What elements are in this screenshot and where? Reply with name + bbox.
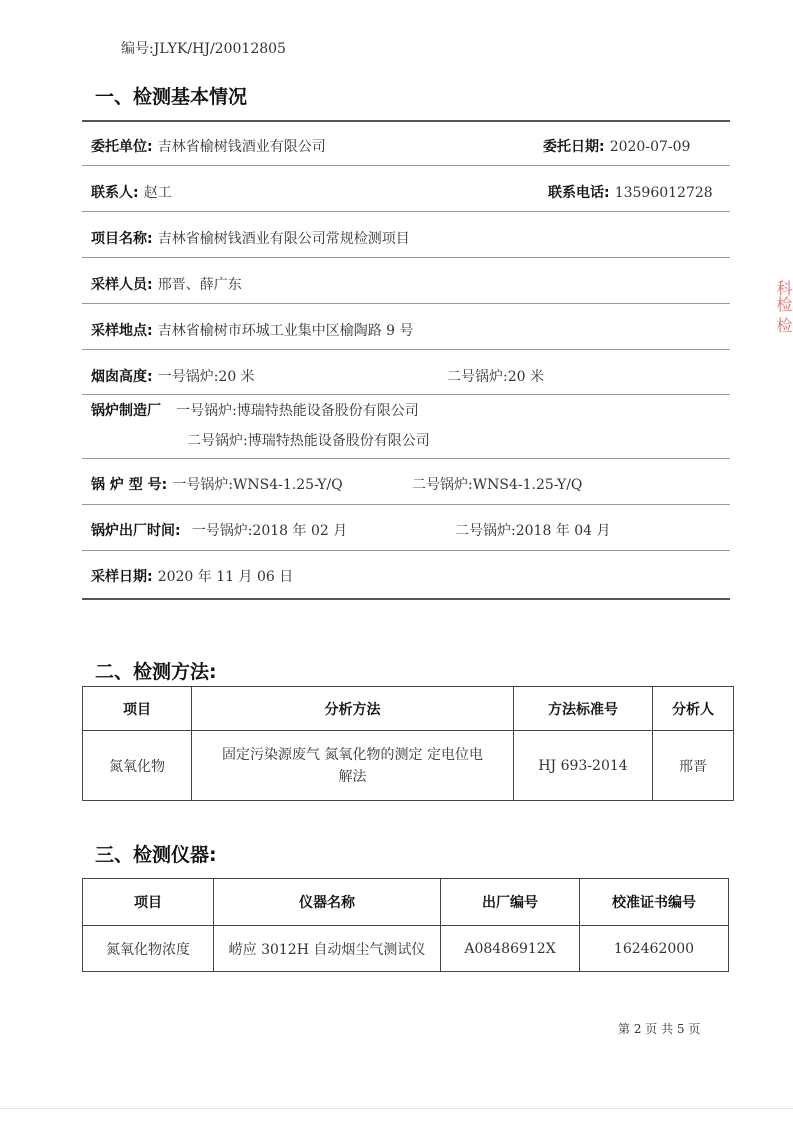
chimney-label: 烟囱高度: xyxy=(91,369,153,385)
factory-row xyxy=(91,520,347,540)
sampler-label: 采样人员: xyxy=(91,277,153,293)
divider xyxy=(82,349,730,350)
sample-date-row xyxy=(91,566,293,586)
contact-row xyxy=(91,182,172,202)
client-row xyxy=(91,136,326,156)
maker-1: 一号锅炉:博瑞特热能设备股份有限公司 xyxy=(176,403,419,419)
divider xyxy=(82,504,730,505)
page-edge-line xyxy=(0,1108,793,1109)
client-label: 委托单位: xyxy=(91,139,153,155)
divider xyxy=(82,394,730,395)
method-line-2: 解法 xyxy=(338,768,367,785)
sampler-row xyxy=(91,274,242,294)
instrument-header-serial: 出厂编号 xyxy=(441,879,580,926)
contact-label: 联系人: xyxy=(91,185,139,201)
method-description xyxy=(192,731,514,801)
section1-top-rule xyxy=(82,120,730,122)
divider xyxy=(82,550,730,551)
sample-date-value: 2020 年 11 月 06 日 xyxy=(157,569,294,585)
method-header-item: 项目 xyxy=(83,687,192,731)
client-value: 吉林省榆树钱酒业有限公司 xyxy=(157,139,326,155)
model-2: 二号锅炉:WNS4-1.25-Y/Q xyxy=(412,477,583,493)
page-footer: 第 2 页 共 5 页 xyxy=(618,1022,701,1036)
instrument-serial: A08486912X xyxy=(441,926,580,972)
maker-label: 锅炉制造厂 xyxy=(91,403,161,419)
section1-bottom-rule xyxy=(82,598,730,600)
section1-title: 一、检测基本情况 xyxy=(95,86,248,108)
chimney-2: 二号锅炉:20 米 xyxy=(447,369,544,385)
instrument-header-name: 仪器名称 xyxy=(214,879,441,926)
seal-stamp: 科检 检 xyxy=(774,280,793,334)
maker-row xyxy=(91,400,419,420)
instrument-table xyxy=(82,878,729,972)
project-row xyxy=(91,228,410,248)
divider xyxy=(82,458,730,459)
phone-value: 13596012728 xyxy=(614,185,713,201)
divider xyxy=(82,165,730,166)
location-value: 吉林省榆树市环城工业集中区榆陶路 9 号 xyxy=(157,323,414,339)
method-item: 氮氧化物 xyxy=(83,731,192,801)
method-header-standard: 方法标准号 xyxy=(514,687,653,731)
maker-2: 二号锅炉:博瑞特热能设备股份有限公司 xyxy=(187,433,430,449)
model-row xyxy=(91,474,343,494)
phone-label: 联系电话: xyxy=(548,185,610,201)
method-analyst: 邢晋 xyxy=(653,731,734,801)
date-value: 2020-07-09 xyxy=(609,139,691,155)
instrument-certificate: 162462000 xyxy=(580,926,729,972)
divider xyxy=(82,303,730,304)
section3-title: 三、检测仪器: xyxy=(95,844,217,866)
location-row xyxy=(91,320,414,340)
chimney-row xyxy=(91,366,255,386)
instrument-item: 氮氧化物浓度 xyxy=(83,926,214,972)
method-table xyxy=(82,686,734,801)
model-1: 一号锅炉:WNS4-1.25-Y/Q xyxy=(172,477,343,493)
method-header-method: 分析方法 xyxy=(192,687,514,731)
date-label: 委托日期: xyxy=(543,139,605,155)
factory-label: 锅炉出厂时间: xyxy=(91,523,181,539)
divider xyxy=(82,257,730,258)
method-line-1: 固定污染源废气 氮氧化物的测定 定电位电 xyxy=(222,746,483,763)
factory-2: 二号锅炉:2018 年 04 月 xyxy=(455,523,611,539)
document-number: 编号:JLYK/HJ/20012805 xyxy=(121,41,286,57)
factory-1: 一号锅炉:2018 年 02 月 xyxy=(191,523,348,539)
instrument-name: 崂应 3012H 自动烟尘气测试仪 xyxy=(214,926,441,972)
method-header-analyst: 分析人 xyxy=(653,687,734,731)
instrument-header-certificate: 校准证书编号 xyxy=(580,879,729,926)
model-label: 锅 炉 型 号: xyxy=(91,477,168,493)
project-value: 吉林省榆树钱酒业有限公司常规检测项目 xyxy=(157,231,410,247)
sampler-value: 邢晋、薛广东 xyxy=(157,277,242,293)
contact-value: 赵工 xyxy=(143,185,172,201)
sample-date-label: 采样日期: xyxy=(91,569,153,585)
section2-title: 二、检测方法: xyxy=(95,661,217,683)
date-row xyxy=(543,136,690,156)
location-label: 采样地点: xyxy=(91,323,153,339)
method-standard: HJ 693-2014 xyxy=(514,731,653,801)
project-label: 项目名称: xyxy=(91,231,153,247)
instrument-header-item: 项目 xyxy=(83,879,214,926)
phone-row xyxy=(548,182,713,202)
chimney-1: 一号锅炉:20 米 xyxy=(157,369,255,385)
divider xyxy=(82,211,730,212)
